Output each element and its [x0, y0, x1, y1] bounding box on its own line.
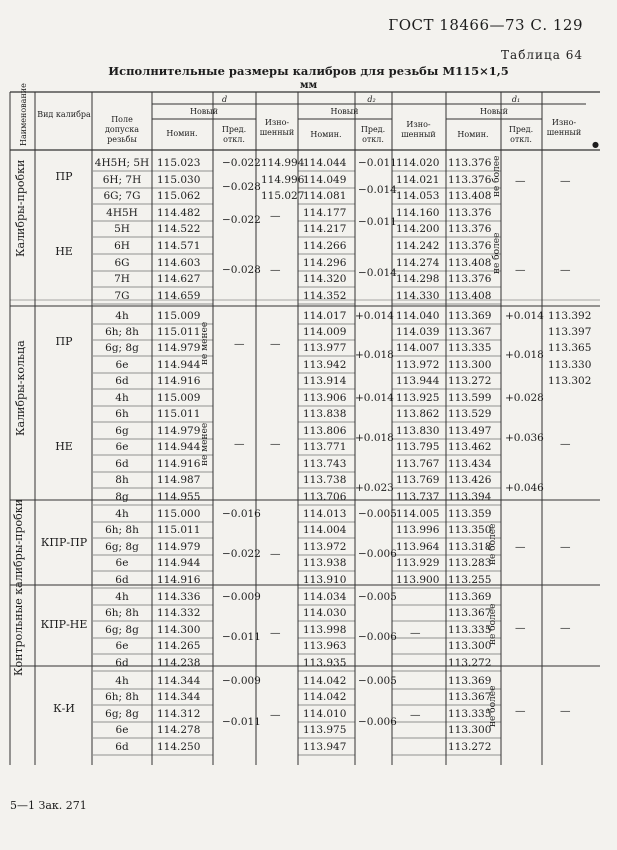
dash: —: [515, 264, 526, 276]
tolerance-field: 6h; 8h: [105, 326, 139, 338]
dash: —: [270, 709, 281, 721]
tolerance-field: 6d: [115, 574, 129, 586]
d1-nominal: 113.376: [448, 240, 492, 252]
tolerance-field: 6g: [115, 425, 129, 437]
tolerance-field: 6h: [115, 408, 129, 420]
d2-worn-value: 114.330: [396, 290, 440, 302]
d1-nominal: 113.369: [448, 591, 492, 603]
d-nominal: 115.011: [157, 524, 201, 536]
dash: —: [515, 622, 526, 634]
tolerance-field: 4H5H: [106, 207, 138, 219]
d1-nominal: 113.300: [448, 724, 492, 736]
d-nominal: 114.336: [157, 591, 201, 603]
d1-nominal: 113.394: [448, 491, 492, 503]
d-nominal: 114.955: [157, 491, 201, 503]
col-d2-header: d₂: [367, 95, 376, 104]
d1-nominal: 113.376: [448, 174, 492, 186]
gauge-kind: НЕ: [55, 440, 73, 453]
d-deviation: −0.022: [222, 214, 261, 226]
d1-new-header: Новый: [480, 107, 508, 116]
d2-nominal: 114.049: [303, 174, 347, 186]
d1-nominal: 113.350: [448, 524, 492, 536]
d2-nominal: 114.004: [303, 524, 347, 536]
d2-nominal: 113.998: [303, 624, 347, 636]
dash: —: [560, 541, 571, 553]
d-nominal: 114.603: [157, 257, 201, 269]
d2-worn-value: 114.298: [396, 273, 440, 285]
d-nominal: 114.300: [157, 624, 201, 636]
d2-nominal: 114.177: [303, 207, 347, 219]
dash: —: [410, 709, 421, 721]
dash: —: [270, 548, 281, 560]
tolerance-field: 6H; 7H: [102, 174, 142, 186]
d-worn-header: Изно-шенный: [259, 118, 295, 137]
d2-deviation: +0.014: [355, 310, 394, 322]
d2-worn-value: 114.021: [396, 174, 440, 186]
d1-nominal: 113.335: [448, 342, 492, 354]
d-nominal: 115.011: [157, 326, 201, 338]
d1-nominal: 113.599: [448, 392, 492, 404]
d-worn-value: 114.996: [261, 174, 305, 186]
tolerance-field: 6h; 8h: [105, 524, 139, 536]
d1-nominal: 113.408: [448, 190, 492, 202]
d-nominal: 114.944: [157, 359, 201, 371]
tolerance-field: 4h: [115, 675, 129, 687]
limit-label: не более: [488, 603, 498, 645]
document-header: ГОСТ 18466—73 С. 129: [388, 16, 583, 34]
tolerance-field: 5H: [114, 223, 130, 235]
d2-worn-value: 114.242: [396, 240, 440, 252]
d2-worn-value: 114.053: [396, 190, 440, 202]
d1-nominal: 113.367: [448, 691, 492, 703]
d1-deviation: +0.036: [505, 432, 544, 444]
d-deviation: −0.011: [222, 716, 261, 728]
d2-nom-header: Номин.: [310, 130, 342, 139]
d1-nominal: 113.255: [448, 574, 492, 586]
d1-nominal: 113.272: [448, 375, 492, 387]
d2-worn-value: 114.005: [396, 508, 440, 520]
tolerance-field: 6g; 8g: [105, 708, 139, 720]
d2-deviation: −0.011: [358, 216, 397, 228]
d-nominal: 114.278: [157, 724, 201, 736]
d1-nominal: 113.272: [448, 741, 492, 753]
d2-worn-value: 114.020: [396, 157, 440, 169]
d2-worn-value: 114.040: [396, 310, 440, 322]
d1-nominal: 113.359: [448, 508, 492, 520]
d2-worn-value: 113.795: [396, 441, 440, 453]
limit-label: не более: [492, 232, 502, 274]
d-nominal: 114.571: [157, 240, 201, 252]
d1-nom-header: Номин.: [457, 130, 489, 139]
tolerance-field: 4h: [115, 310, 129, 322]
d2-worn-value: 113.767: [396, 458, 440, 470]
col-d-header: d: [221, 95, 228, 104]
d-nominal: 114.987: [157, 474, 201, 486]
d2-nominal: 114.042: [303, 691, 347, 703]
gauge-kind: К-И: [53, 702, 75, 715]
tolerance-field: 6g; 8g: [105, 541, 139, 553]
d-nominal: 114.238: [157, 657, 201, 669]
d2-deviation: +0.014: [355, 392, 394, 404]
col-type-header: Вид калибра: [37, 110, 91, 119]
tolerance-field: 6G; 7G: [103, 190, 141, 202]
d2-nominal: 113.972: [303, 541, 347, 553]
edge-mark: ●: [592, 140, 599, 149]
d2-nominal: 113.771: [303, 441, 347, 453]
d1-nominal: 113.408: [448, 257, 492, 269]
d2-nominal: 114.081: [303, 190, 347, 202]
table-number: Таблица 64: [501, 48, 583, 62]
d-nominal: 114.916: [157, 458, 201, 470]
d-nominal: 115.000: [157, 508, 201, 520]
d2-nominal: 114.266: [303, 240, 347, 252]
dash: —: [560, 175, 571, 187]
d2-nominal: 114.352: [303, 290, 347, 302]
tolerance-field: 6h; 8h: [105, 691, 139, 703]
d2-nominal: 113.935: [303, 657, 347, 669]
d-deviation: −0.022: [222, 548, 261, 560]
d1-nominal: 113.408: [448, 290, 492, 302]
dash: —: [270, 264, 281, 276]
tolerance-field: 6H: [114, 240, 130, 252]
gauge-kind: НЕ: [55, 245, 73, 258]
dash: —: [560, 264, 571, 276]
tolerance-field: 6h; 8h: [105, 607, 139, 619]
tolerance-field: 6e: [115, 724, 129, 736]
d2-worn-value: 113.862: [396, 408, 440, 420]
d-deviation: −0.028: [222, 181, 261, 193]
table-title: Исполнительные размеры калибров для резьбы М115×1,5: [108, 64, 509, 78]
tolerance-field: 4h: [115, 591, 129, 603]
d1-nominal: 113.369: [448, 310, 492, 322]
d2-worn-value: 114.160: [396, 207, 440, 219]
d1-deviation: +0.018: [505, 349, 544, 361]
gauge-kind: ПР: [55, 170, 73, 183]
d1-nominal: 113.272: [448, 657, 492, 669]
tolerance-field: 4h: [115, 392, 129, 404]
tolerance-field: 4H5H; 5H: [94, 157, 150, 169]
dash: —: [560, 705, 571, 717]
d1-nominal: 113.367: [448, 607, 492, 619]
d1-nominal: 113.497: [448, 425, 492, 437]
group-label: Калибры-кольца: [14, 340, 27, 436]
gauge-kind: ПР: [55, 335, 73, 348]
d2-nominal: 113.963: [303, 640, 347, 652]
tolerance-field: 7H: [114, 273, 130, 285]
d-deviation: −0.009: [222, 591, 261, 603]
d2-deviation: −0.006: [358, 548, 397, 560]
d-deviation: −0.009: [222, 675, 261, 687]
d1-nominal: 113.376: [448, 273, 492, 285]
d2-worn-value: 113.996: [396, 524, 440, 536]
d2-worn-value: 114.200: [396, 223, 440, 235]
dash: —: [560, 438, 571, 450]
d1-nominal: 113.376: [448, 223, 492, 235]
d2-deviation: +0.023: [355, 482, 394, 494]
d-nominal: 114.344: [157, 691, 201, 703]
tolerance-field: 6e: [115, 640, 129, 652]
dash: —: [234, 438, 245, 450]
d-nominal: 114.627: [157, 273, 201, 285]
d1-worn-value: 113.365: [548, 342, 592, 354]
tolerance-field: 4h: [115, 508, 129, 520]
dash: —: [270, 210, 281, 222]
d-deviation: −0.011: [222, 631, 261, 643]
limit-label: не более: [488, 523, 498, 565]
d2-worn-value: 113.737: [396, 491, 440, 503]
d1-deviation: +0.046: [505, 482, 544, 494]
tolerance-field: 6e: [115, 557, 129, 569]
dash: —: [234, 338, 245, 350]
d2-deviation: +0.018: [355, 349, 394, 361]
limit-label: не менее: [200, 321, 210, 365]
d2-nominal: 114.013: [303, 508, 347, 520]
d1-worn-value: 113.302: [548, 375, 592, 387]
dash: —: [560, 622, 571, 634]
d-nominal: 115.062: [157, 190, 201, 202]
dash: —: [515, 175, 526, 187]
dash: —: [270, 338, 281, 350]
d2-nominal: 113.838: [303, 408, 347, 420]
d1-nominal: 113.369: [448, 675, 492, 687]
d1-nominal: 113.529: [448, 408, 492, 420]
d2-nominal: 114.044: [303, 157, 347, 169]
d2-nominal: 113.942: [303, 359, 347, 371]
d-worn-value: 114.994: [261, 157, 305, 169]
tolerance-field: 6d: [115, 657, 129, 669]
d1-nominal: 113.335: [448, 708, 492, 720]
tolerance-field: 6e: [115, 441, 129, 453]
tolerance-field: 6d: [115, 375, 129, 387]
d-deviation: −0.022: [222, 157, 261, 169]
limit-label: не более: [492, 155, 502, 197]
d2-nominal: 113.806: [303, 425, 347, 437]
d2-nominal: 113.910: [303, 574, 347, 586]
d-nominal: 115.009: [157, 392, 201, 404]
tolerance-field: 7G: [114, 290, 130, 302]
d1-worn-header: Изно-шенный: [546, 118, 582, 137]
d-nominal: 114.944: [157, 557, 201, 569]
d2-nominal: 113.706: [303, 491, 347, 503]
d-nominal: 114.250: [157, 741, 201, 753]
d2-worn-value: 113.900: [396, 574, 440, 586]
d-deviation: −0.016: [222, 508, 261, 520]
d2-nominal: 113.975: [303, 724, 347, 736]
d2-nominal: 114.042: [303, 675, 347, 687]
d-dev-header: Пред. откл.: [221, 125, 247, 144]
d-nominal: 114.979: [157, 342, 201, 354]
tolerance-field: 8g: [115, 491, 129, 503]
d2-nominal: 113.738: [303, 474, 347, 486]
d2-worn-value: 113.830: [396, 425, 440, 437]
d2-worn-value: 114.039: [396, 326, 440, 338]
d-nominal: 114.344: [157, 675, 201, 687]
d-nominal: 114.979: [157, 541, 201, 553]
d2-nominal: 114.017: [303, 310, 347, 322]
d1-nominal: 113.318: [448, 541, 492, 553]
d2-nominal: 113.938: [303, 557, 347, 569]
d2-deviation: −0.014: [358, 267, 397, 279]
d-nominal: 114.265: [157, 640, 201, 652]
d2-nominal: 114.217: [303, 223, 347, 235]
d1-nominal: 113.300: [448, 640, 492, 652]
d-nominal: 115.023: [157, 157, 201, 169]
d-nominal: 114.312: [157, 708, 201, 720]
d2-deviation: +0.018: [355, 432, 394, 444]
d2-nominal: 114.034: [303, 591, 347, 603]
d2-deviation: −0.005: [358, 591, 397, 603]
d2-nominal: 114.030: [303, 607, 347, 619]
d2-worn-value: 113.972: [396, 359, 440, 371]
d-nominal: 114.916: [157, 375, 201, 387]
d-nominal: 114.522: [157, 223, 201, 235]
col-d1-header: d₁: [511, 95, 521, 104]
d-worn-value: 115.027: [261, 190, 305, 202]
d-nominal: 115.030: [157, 174, 201, 186]
dash: —: [270, 627, 281, 639]
d1-worn-value: 113.397: [548, 326, 592, 338]
d2-worn-value: 113.929: [396, 557, 440, 569]
d2-deviation: −0.005: [358, 675, 397, 687]
d2-nominal: 113.906: [303, 392, 347, 404]
d1-nominal: 113.283: [448, 557, 492, 569]
d2-nominal: 114.010: [303, 708, 347, 720]
group-label: Контрольные калибры-пробки: [12, 499, 25, 676]
d-nominal: 114.482: [157, 207, 201, 219]
tolerance-field: 6d: [115, 741, 129, 753]
d2-nominal: 114.320: [303, 273, 347, 285]
d2-new-header: Новый: [330, 107, 359, 116]
dash: —: [270, 438, 281, 450]
d-nominal: 115.011: [157, 408, 201, 420]
d-nominal: 114.916: [157, 574, 201, 586]
d-nominal: 114.332: [157, 607, 201, 619]
d2-worn-header: Изно-шенный: [401, 120, 436, 139]
footer-note: 5—1 Зак. 271: [10, 799, 87, 812]
d1-nominal: 113.367: [448, 326, 492, 338]
d1-nominal: 113.434: [448, 458, 492, 470]
gauge-kind: КПР-НЕ: [40, 618, 88, 631]
d1-nominal: 113.376: [448, 207, 492, 219]
gauge-kind: КПР-ПР: [40, 536, 88, 549]
col-name-header: Наименование: [19, 83, 28, 146]
unit-label: мм: [299, 80, 318, 91]
d1-deviation: +0.028: [505, 392, 544, 404]
d2-nominal: 113.947: [303, 741, 347, 753]
d2-dev-header: Пред. откл.: [360, 125, 386, 144]
d1-worn-value: 113.392: [548, 310, 592, 322]
limit-label: не менее: [200, 422, 210, 466]
d-nominal: 114.979: [157, 425, 201, 437]
tolerance-field: 6d: [115, 458, 129, 470]
d2-nominal: 114.296: [303, 257, 347, 269]
d-nominal: 115.009: [157, 310, 201, 322]
d2-nominal: 114.009: [303, 326, 347, 338]
tolerance-field: 6g; 8g: [105, 624, 139, 636]
tolerance-field: 8h: [115, 474, 129, 486]
d2-deviation: −0.011: [358, 157, 397, 169]
d2-deviation: −0.005: [358, 508, 397, 520]
d2-deviation: −0.006: [358, 716, 397, 728]
d-nominal: 114.944: [157, 441, 201, 453]
d-nom-header: Номин.: [166, 129, 198, 138]
d2-worn-value: 114.274: [396, 257, 440, 269]
limit-label: не более: [488, 685, 498, 727]
d2-worn-value: 113.944: [396, 375, 440, 387]
d1-worn-value: 113.330: [548, 359, 592, 371]
d2-worn-value: 113.769: [396, 474, 440, 486]
col-field-header: Поле допуска резьбы: [104, 115, 140, 144]
d1-nominal: 113.300: [448, 359, 492, 371]
tolerance-field: 6g; 8g: [105, 342, 139, 354]
d1-nominal: 113.462: [448, 441, 492, 453]
d2-deviation: −0.014: [358, 184, 397, 196]
d2-nominal: 113.914: [303, 375, 347, 387]
dash: —: [410, 627, 421, 639]
d2-nominal: 113.977: [303, 342, 347, 354]
d2-worn-value: 113.925: [396, 392, 440, 404]
d2-nominal: 113.743: [303, 458, 347, 470]
d-new-header: Новый: [190, 107, 218, 116]
d2-worn-value: 113.964: [396, 541, 440, 553]
d1-deviation: +0.014: [505, 310, 544, 322]
d2-worn-value: 114.007: [396, 342, 440, 354]
dash: —: [515, 705, 526, 717]
dash: —: [515, 541, 526, 553]
d2-deviation: −0.006: [358, 631, 397, 643]
d1-nominal: 113.426: [448, 474, 492, 486]
d-deviation: −0.028: [222, 264, 261, 276]
group-label: Калибры-пробки: [14, 159, 27, 257]
tolerance-field: 6G: [114, 257, 130, 269]
d1-nominal: 113.376: [448, 157, 492, 169]
tolerance-field: 6e: [115, 359, 129, 371]
d-nominal: 114.659: [157, 290, 201, 302]
d1-nominal: 113.335: [448, 624, 492, 636]
d1-dev-header: Пред. откл.: [508, 125, 534, 144]
